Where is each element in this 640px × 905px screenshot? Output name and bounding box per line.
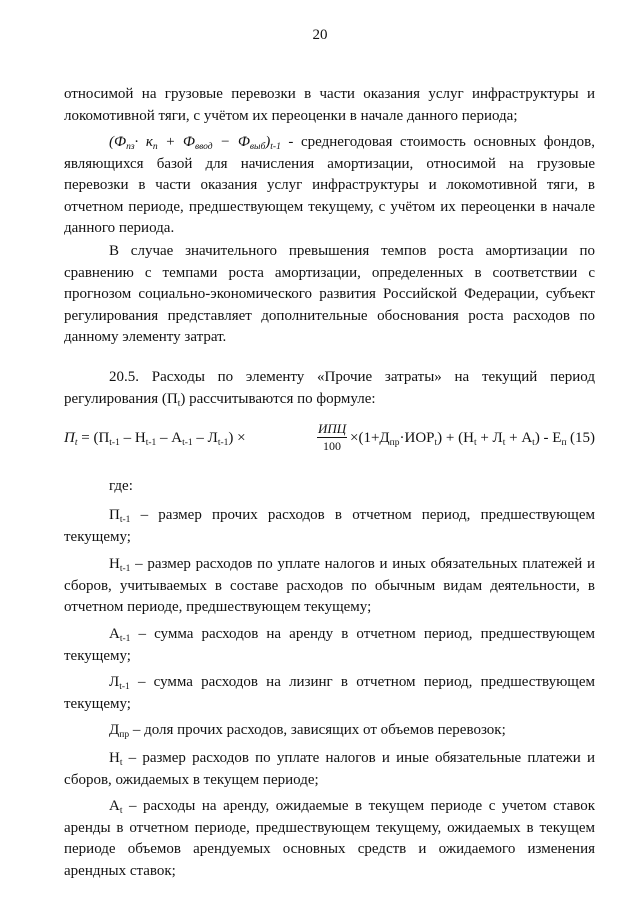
paragraph-text: относимой на грузовые перевозки в части оказания услуг инфраструктуры и локомотивной тяги, с учётом их переоценки в начале данного периода; — [64, 86, 595, 124]
paragraph-amortization-growth — [64, 241, 595, 349]
paragraph-text: 20.5. Расходы по элементу «Прочие затраты» на текущий период регулирования (П — [64, 369, 595, 407]
formula-left-part: $П_t = (П_{t-1} - Н_{t-1} - А_{t-1} - Л_{t-1})$ × — [64, 430, 246, 448]
formula-15 — [64, 420, 595, 460]
paragraph-text: ) рассчитываются по формуле: — [180, 390, 376, 407]
section-20-5-heading — [64, 367, 595, 410]
definition-current-rent: $А_t$ – расходы на аренду, ожидаемые в текущем периоде с учетом ставок аренды в отчетном периоде, предшествующем текущему, ожидаемых в текущем периоде объемов арендуемых основных средств и ожидаемого изменения арендных ставок; — [64, 798, 595, 879]
paragraph-continuation — [64, 84, 595, 127]
fixed-assets-symbol: $(Ф_{пз}\cdot к_п + Ф_{ввод} - Ф_{выб})_{t-1}$ — [109, 134, 281, 152]
page-number: 20 — [312, 27, 328, 43]
definition-prev-other-expenses: $П_{t-1}$ – размер прочих расходов в отчетном период, предшествующем текущему; — [64, 507, 595, 545]
where-label: где: — [109, 478, 133, 494]
paragraph-text: В случае значительного превышения темпов роста амортизации по сравнению с темпами роста амортизации, определенных в соответствии с прогнозом социально-экономического развития Российской Федерации, субъект регулирования представляет дополнительные обоснования роста расходов по данному элементу затрат. — [64, 243, 595, 345]
paragraph-fixed-assets-definition — [64, 132, 595, 240]
formula-fraction: ИПЦ 100 — [318, 421, 347, 453]
subscript: t — [177, 398, 181, 409]
definition-prev-leasing: $Л_{t-1}$ – сумма расходов на лизинг в отчетном период, предшествующем текущему; — [64, 674, 595, 712]
definition-other-expenses-share: $Д_{пр}$ – доля прочих расходов, зависящих от объемов перевозок; — [109, 722, 506, 740]
formula-right-part: $\times(1+Д_{пр}\cdot ИОР_t) + (Н_t + Л_t + А_t) - Е_п$ — [350, 430, 567, 448]
definition-current-taxes: $Н_t$ – размер расходов по уплате налогов и иные обязательные платежи и сборов, ожидаемых в текущем периоде; — [64, 750, 595, 788]
paragraph-text: - среднегодовая стоимость основных фондов, являющихся базой для начисления амортизации, относимой на грузовые перевозки в части оказания услуг инфраструктуры и локомотивной тяги, в отчетном периоде, предшествующем текущему, с учётом их переоценки в начале данного периода. — [64, 134, 596, 236]
definition-prev-taxes: $Н_{t-1}$ – размер расходов по уплате налогов и иных обязательных платежей и сборов, учитываемых в составе расходов по обычным видам деятельности, в отчетном периоде, предшествующем текущему; — [64, 556, 595, 615]
formula-number: (15) — [570, 430, 595, 446]
definition-prev-rent: $А_{t-1}$ – сумма расходов на аренду в отчетном период, предшествующем текущему; — [64, 626, 595, 664]
